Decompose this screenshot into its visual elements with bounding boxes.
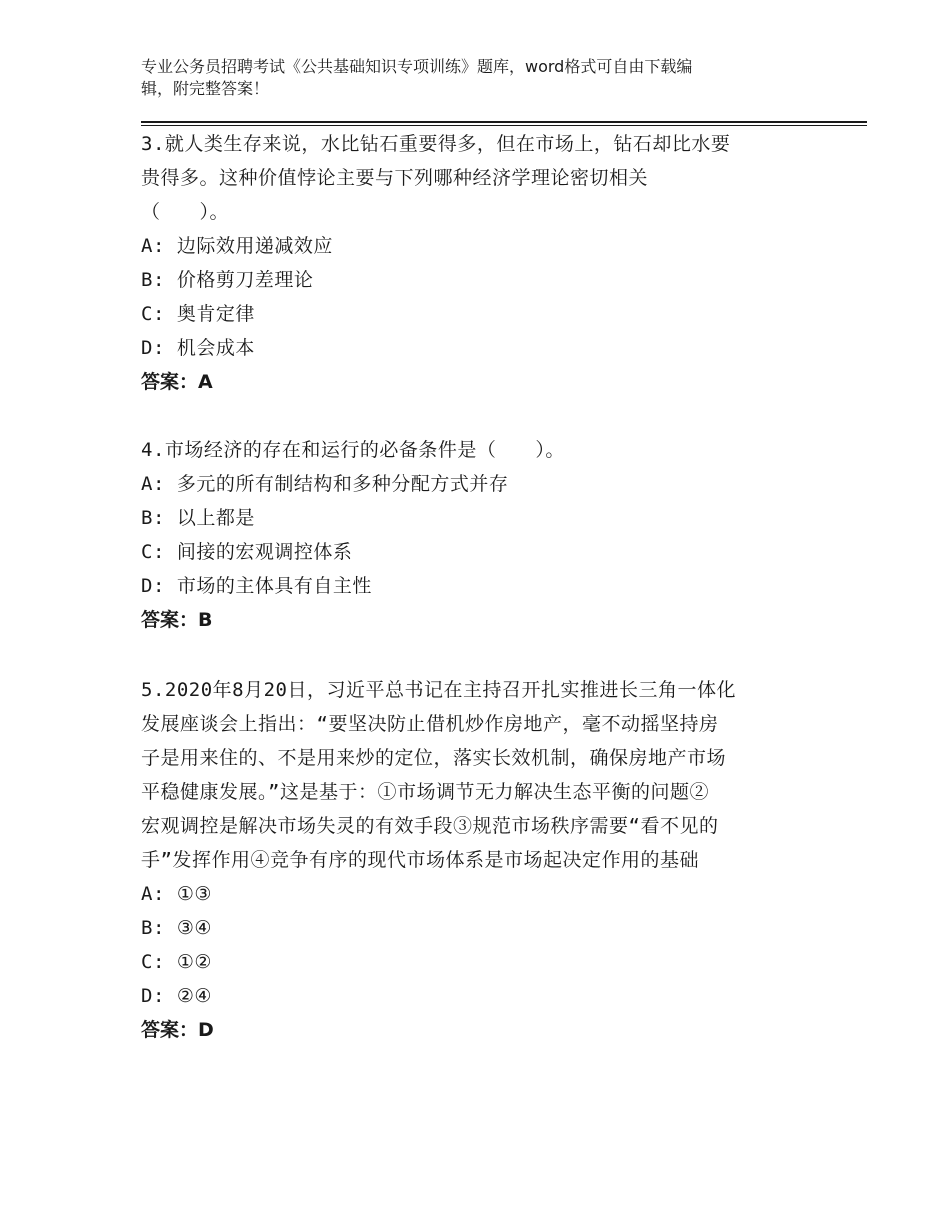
question-3 [141,127,811,399]
answer-label: 答案： [141,1019,199,1041]
answer-line [141,603,811,637]
question-text-line: 子是用来住的、不是用来炒的定位，落实长效机制，确保房地产市场 [141,747,727,769]
option-a: A: 多元的所有制结构和多种分配方式并存 [141,473,509,495]
header-divider-thick [141,121,867,123]
option-b: B: 价格剪刀差理论 [141,269,314,291]
option-letter: A [141,235,153,257]
option-b: B: 以上都是 [141,507,255,529]
option-text: 奥肯定律 [176,303,255,325]
option-letter: C [141,541,153,563]
option-d: D: 机会成本 [141,337,255,359]
question-text-line: 发展座谈会上指出：“要坚决防止借机炒作房地产，毫不动摇坚持房 [141,713,719,735]
answer-line [141,1013,811,1047]
option-text: 间接的宏观调控体系 [176,541,353,563]
question-text-line: （ ）。 [141,201,230,223]
answer-value: D [198,1019,214,1041]
option-d: D: 市场的主体具有自主性 [141,575,372,597]
option-d: D: ②④ [141,985,212,1007]
option-c: C: ①② [141,951,212,973]
header-divider-thin [141,125,867,126]
answer-line [141,365,811,399]
option-text: ①③ [176,883,212,905]
header-line-2: 辑，附完整答案！ [141,79,270,98]
answer-value: B [198,609,213,631]
option-text: 多元的所有制结构和多种分配方式并存 [176,473,509,495]
option-letter: B [141,917,153,939]
option-letter: A [141,473,153,495]
option-text: 边际效用递减效应 [176,235,333,257]
question-text-line: 手”发挥作用④竞争有序的现代市场体系是市场起决定作用的基础 [141,849,699,871]
answer-label: 答案： [141,371,199,393]
option-text: ①② [176,951,212,973]
question-text-line: 5.2020年8月20日，习近平总书记在主持召开扎实推进长三角一体化 [141,679,736,701]
question-text-line: 3.就人类生存来说，水比钻石重要得多，但在市场上，钻石却比水要 [141,133,731,155]
question-text-line: 贵得多。这种价值悖论主要与下列哪种经济学理论密切相关 [141,167,649,189]
option-letter: C [141,951,153,973]
answer-label: 答案： [141,609,199,631]
question-text-line: 宏观调控是解决市场失灵的有效手段③规范市场秩序需要“看不见的 [141,815,719,837]
answer-value: A [198,371,213,393]
option-text: 以上都是 [176,507,255,529]
option-letter: D [141,985,153,1007]
option-letter: B [141,507,153,529]
option-a: A: 边际效用递减效应 [141,235,333,257]
document-header [141,56,801,100]
option-text: ③④ [176,917,212,939]
option-letter: A [141,883,153,905]
option-c: C: 间接的宏观调控体系 [141,541,353,563]
question-text-line: 平稳健康发展。”这是基于：①市场调节无力解决生态平衡的问题② [141,781,709,803]
option-letter: D [141,575,153,597]
option-b: B: ③④ [141,917,212,939]
question-4 [141,433,811,637]
option-text: 价格剪刀差理论 [176,269,314,291]
header-line-1: 专业公务员招聘考试《公共基础知识专项训练》题库，word格式可自由下载编 [141,57,693,76]
option-text: 市场的主体具有自主性 [176,575,372,597]
question-text-line: 4.市场经济的存在和运行的必备条件是（ ）。 [141,439,565,461]
question-5 [141,673,811,1047]
option-c: C: 奥肯定律 [141,303,255,325]
option-text: ②④ [176,985,212,1007]
option-a: A: ①③ [141,883,212,905]
option-letter: C [141,303,153,325]
option-text: 机会成本 [176,337,255,359]
option-letter: B [141,269,153,291]
option-letter: D [141,337,153,359]
